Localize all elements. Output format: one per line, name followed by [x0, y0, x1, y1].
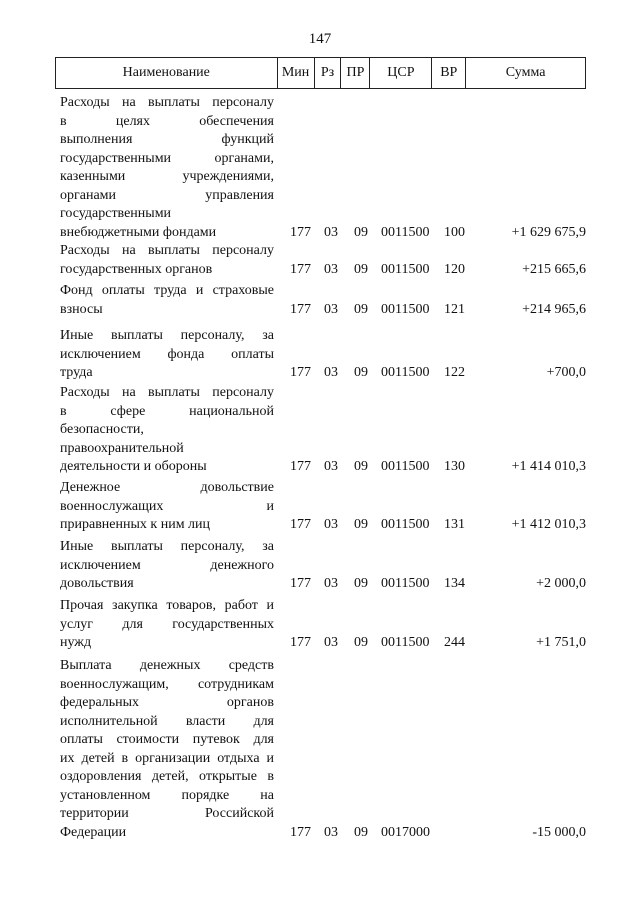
row-csr: 0011500	[381, 365, 430, 380]
row-name-line: установленном порядке на	[60, 787, 274, 803]
row-name-line: государственными органами,	[60, 150, 274, 166]
row-min: 177	[290, 459, 311, 474]
row-name-line: Иные выплаты персоналу, за	[60, 328, 274, 343]
row-name-line: военнослужащим, сотрудникам	[60, 676, 274, 692]
header-csr: ЦСР	[370, 58, 432, 88]
row-name	[60, 657, 274, 842]
row-min: 177	[290, 301, 311, 317]
row-rz: 03	[324, 635, 338, 650]
row-pr: 09	[354, 459, 368, 474]
row-rz: 03	[324, 459, 338, 474]
header-pr: ПР	[341, 58, 370, 88]
row-vr: 100	[444, 224, 465, 240]
row-name-line: Федерации	[60, 824, 127, 840]
header-min: Мин	[278, 58, 315, 88]
row-name-line: взносы	[60, 301, 103, 317]
table-row	[55, 242, 586, 279]
row-vr: 134	[444, 576, 465, 591]
table-row	[55, 479, 586, 535]
row-name-line: государственных органов	[60, 261, 213, 277]
row-vr: 131	[444, 517, 465, 532]
row-csr: 0011500	[381, 261, 430, 277]
row-rz: 03	[324, 261, 338, 277]
row-min: 177	[290, 517, 311, 532]
table-row	[55, 384, 586, 477]
row-name-line: Фонд оплаты труда и страховые	[60, 283, 274, 298]
table-row	[55, 327, 586, 383]
row-name-line: оплаты стоимости путевок для	[60, 732, 274, 747]
row-name-line: приравненных к ним лиц	[60, 517, 211, 532]
page-number: 147	[308, 31, 332, 47]
row-rz: 03	[324, 224, 338, 240]
header-sum: Сумма	[505, 65, 546, 80]
row-name-line: Расходы на выплаты персоналу	[60, 95, 274, 110]
row-pr: 09	[354, 517, 368, 532]
row-name-line: территории Российской	[60, 806, 274, 821]
row-name-line: внебюджетными фондами	[60, 224, 217, 240]
row-vr: 122	[444, 365, 465, 380]
row-rz: 03	[324, 824, 338, 840]
row-pr: 09	[354, 261, 368, 277]
row-pr: 09	[354, 365, 368, 380]
header-name: Наименование	[56, 58, 278, 88]
row-name-line: в целях обеспечения	[60, 113, 274, 129]
row-name	[60, 538, 274, 594]
header-rz: Рз	[315, 58, 342, 88]
row-min: 177	[290, 635, 311, 650]
row-sum: -15 000,0	[532, 824, 586, 840]
table-row	[55, 538, 586, 594]
row-name	[60, 242, 274, 279]
header-vr: ВР	[432, 58, 466, 88]
row-pr: 09	[354, 635, 368, 650]
row-name-line: государственными	[60, 206, 172, 221]
row-csr: 0011500	[381, 301, 430, 317]
row-name-line: Иные выплаты персоналу, за	[60, 539, 274, 554]
row-name-line: казенными учреждениями,	[60, 169, 274, 184]
row-csr: 0011500	[381, 635, 430, 650]
row-vr: 130	[444, 459, 465, 474]
row-sum: +2 000,0	[536, 576, 586, 591]
row-name-line: Расходы на выплаты персоналу	[60, 243, 274, 258]
row-name-line: в сфере национальной	[60, 403, 274, 419]
row-min: 177	[290, 365, 311, 380]
row-vr: 121	[444, 301, 465, 317]
row-name-line: нужд	[60, 635, 92, 650]
row-rz: 03	[324, 576, 338, 591]
row-sum: +1 412 010,3	[511, 517, 586, 532]
row-min: 177	[290, 824, 311, 840]
row-sum: +215 665,6	[522, 261, 586, 277]
row-pr: 09	[354, 224, 368, 240]
row-pr: 09	[354, 576, 368, 591]
row-name	[60, 282, 274, 319]
row-name-line: Денежное довольствие	[60, 480, 274, 495]
row-pr: 09	[354, 824, 368, 840]
row-name-line: деятельности и обороны	[60, 459, 207, 474]
row-sum: +1 629 675,9	[511, 224, 586, 240]
row-min: 177	[290, 576, 311, 591]
row-name-line: Прочая закупка товаров, работ и	[60, 598, 274, 613]
table-row	[55, 282, 586, 319]
table-row	[55, 657, 586, 842]
row-name-line: Расходы на выплаты персоналу	[60, 385, 274, 400]
row-name	[60, 94, 274, 242]
row-name-line: исключением фонда оплаты	[60, 346, 274, 362]
row-name	[60, 479, 274, 535]
row-name-line: исключением денежного	[60, 557, 274, 573]
row-name-line: федеральных органов	[60, 695, 274, 710]
row-name-line: Выплата денежных средств	[60, 658, 274, 673]
row-vr: 120	[444, 261, 465, 277]
row-pr: 09	[354, 301, 368, 317]
row-rz: 03	[324, 365, 338, 380]
row-min: 177	[290, 224, 311, 240]
row-min: 177	[290, 261, 311, 277]
row-name-line: безопасности,	[60, 422, 144, 437]
row-csr: 0017000	[381, 824, 430, 840]
row-sum: +214 965,6	[522, 301, 586, 317]
row-name	[60, 384, 274, 477]
row-csr: 0011500	[381, 224, 430, 240]
row-csr: 0011500	[381, 576, 430, 591]
row-csr: 0011500	[381, 459, 430, 474]
row-vr: 244	[444, 635, 465, 650]
row-name-line: военнослужащих и	[60, 498, 274, 514]
row-name-line: оздоровления детей, открытые в	[60, 769, 274, 784]
table-header	[55, 57, 586, 89]
row-rz: 03	[324, 301, 338, 317]
row-rz: 03	[324, 517, 338, 532]
row-name	[60, 327, 274, 383]
row-name-line: исполнительной власти для	[60, 713, 274, 729]
row-name-line: услуг для государственных	[60, 616, 274, 632]
row-name-line: труда	[60, 365, 93, 380]
row-name-line: их детей в организации отдыха и	[60, 750, 274, 766]
row-csr: 0011500	[381, 517, 430, 532]
row-sum: +1 751,0	[536, 635, 586, 650]
table-row	[55, 94, 586, 242]
row-name-line: выполнения функций	[60, 132, 274, 147]
row-sum: +1 414 010,3	[511, 459, 586, 474]
row-name-line: органами управления	[60, 187, 274, 203]
row-name-line: довольствия	[60, 576, 134, 591]
row-name-line: правоохранительной	[60, 440, 184, 456]
table-row	[55, 597, 586, 653]
row-name	[60, 597, 274, 653]
row-sum: +700,0	[546, 365, 586, 380]
